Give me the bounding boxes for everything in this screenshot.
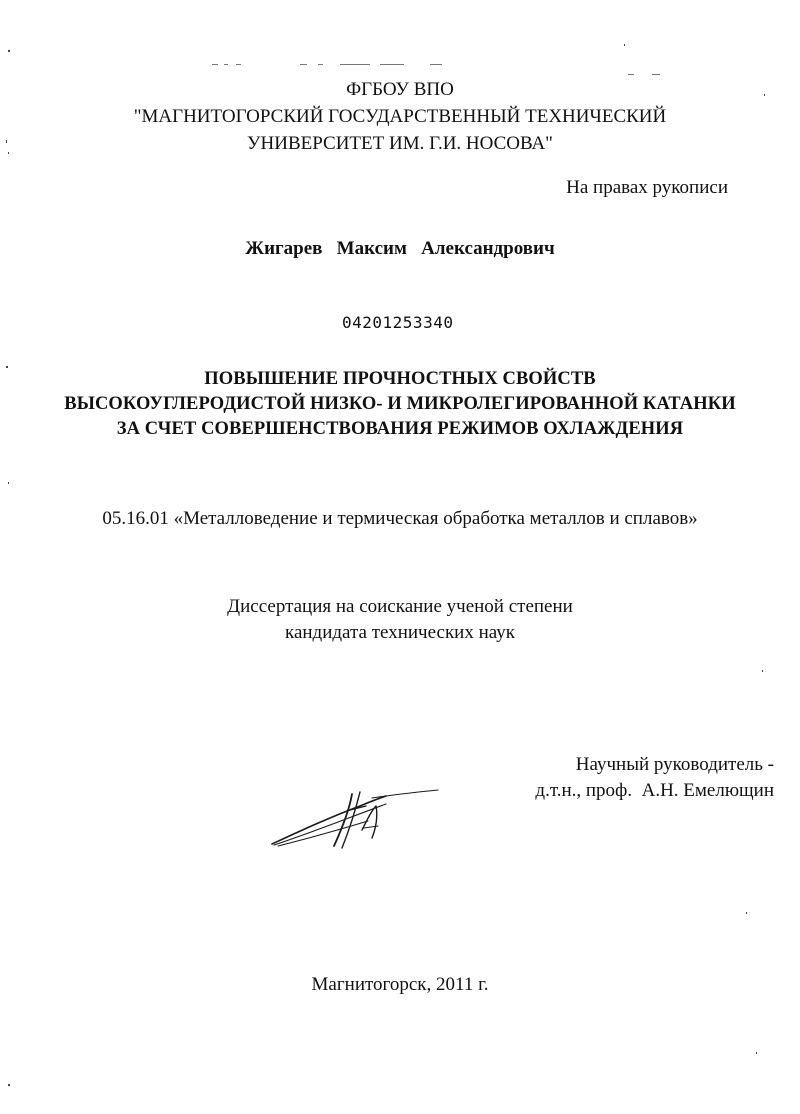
place-and-year: Магнитогорск, 2011 г. bbox=[311, 974, 489, 995]
scan-speck bbox=[756, 1052, 757, 1054]
author-name bbox=[0, 238, 800, 260]
author-first-name: Максим bbox=[336, 238, 407, 259]
university-name-line-1: "МАГНИТОГОРСКИЙ ГОСУДАРСТВЕННЫЙ ТЕХНИЧЕСКИЙ bbox=[133, 106, 667, 127]
scan-noise bbox=[224, 64, 228, 65]
author-surname: Жигарев bbox=[245, 238, 323, 259]
manuscript-rights-note: На правах рукописи bbox=[566, 177, 728, 198]
specialty-code: 05.16.01 «Металловедение и термическая обработка металлов и сплавов» bbox=[102, 508, 698, 529]
organization-type: ФГБОУ ВПО bbox=[346, 79, 454, 100]
dissertation-title-line-2: ВЫСОКОУГЛЕРОДИСТОЙ НИЗКО- И МИКРОЛЕГИРОВАННОЙ КАТАНКИ bbox=[64, 394, 736, 414]
author-patronymic: Александрович bbox=[421, 238, 555, 259]
supervisor-signature bbox=[268, 788, 448, 854]
scan-speck bbox=[8, 482, 9, 484]
scan-noise bbox=[300, 64, 307, 65]
degree-statement-line-1: Диссертация на соискание ученой степени bbox=[227, 596, 573, 617]
scan-noise bbox=[318, 64, 323, 65]
supervisor-details: д.т.н., проф. А.Н. Емелющин bbox=[535, 780, 774, 801]
scan-speck bbox=[8, 1084, 10, 1086]
registration-code: 04201253340 bbox=[342, 313, 454, 332]
scan-speck bbox=[746, 912, 747, 914]
scan-noise bbox=[380, 64, 404, 65]
scan-noise bbox=[628, 74, 634, 75]
university-name-line-2: УНИВЕРСИТЕТ ИМ. Г.И. НОСОВА" bbox=[247, 133, 553, 154]
scan-noise bbox=[212, 64, 218, 65]
scan-speck bbox=[624, 44, 625, 46]
supervisor-role: Научный руководитель - bbox=[575, 754, 774, 775]
scan-speck bbox=[8, 50, 10, 52]
scan-noise bbox=[340, 64, 370, 65]
dissertation-title-line-3: ЗА СЧЕТ СОВЕРШЕНСТВОВАНИЯ РЕЖИМОВ ОХЛАЖДЕНИЯ bbox=[116, 419, 684, 439]
dissertation-title-line-1: ПОВЫШЕНИЕ ПРОЧНОСТНЫХ СВОЙСТВ bbox=[204, 369, 596, 389]
degree-statement-line-2: кандидата технических наук bbox=[285, 622, 515, 643]
scan-speck bbox=[762, 670, 763, 672]
scan-noise bbox=[652, 74, 660, 75]
scan-noise bbox=[430, 64, 442, 65]
scan-noise bbox=[236, 64, 241, 65]
